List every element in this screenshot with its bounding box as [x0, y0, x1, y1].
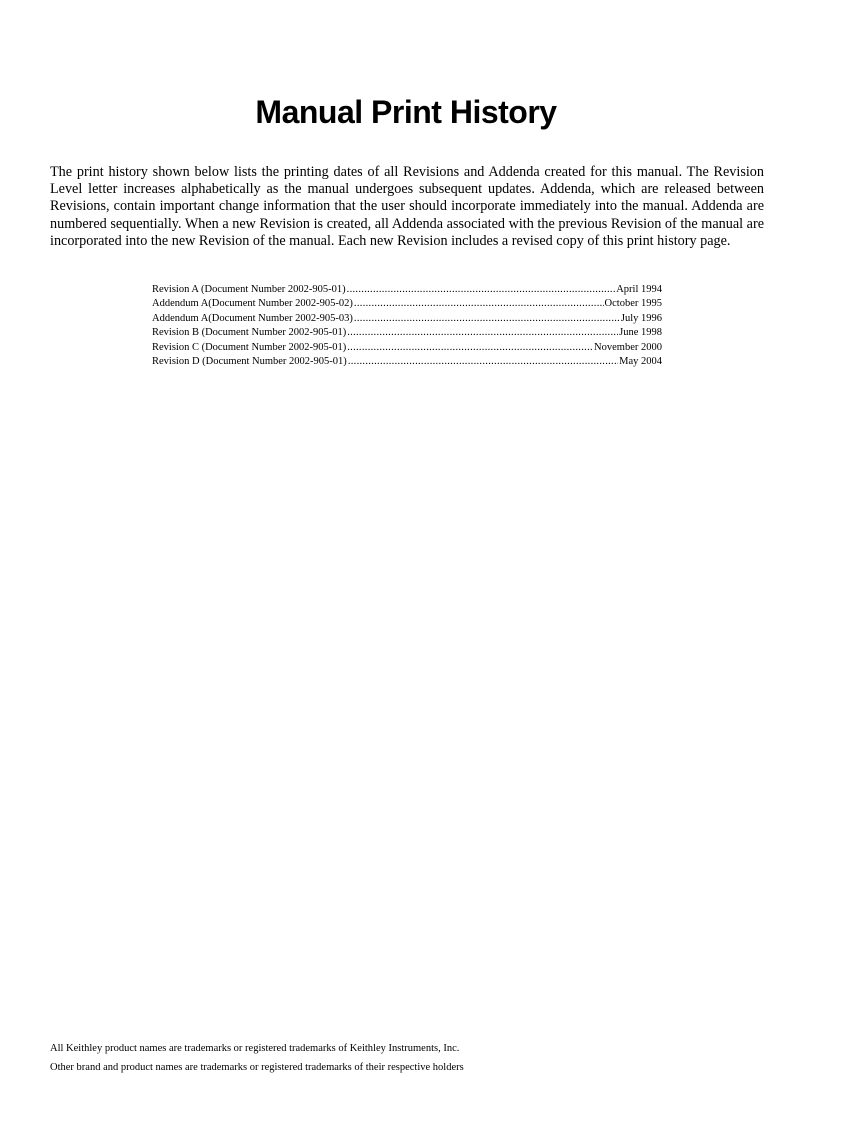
page-title: Manual Print History: [255, 94, 557, 130]
history-entry: [152, 341, 662, 355]
dot-leader: [347, 341, 593, 355]
trademark-notice-other: Other brand and product names are trademarks or registered trademarks of their respective holders: [50, 1062, 464, 1073]
history-entry-date: April 1994: [616, 284, 662, 295]
dot-leader: [347, 283, 616, 297]
history-entry: [152, 312, 662, 326]
history-entry: [152, 297, 662, 311]
history-entry-label: Addendum A(Document Number 2002-905-03): [152, 312, 353, 324]
history-entry-date: November 2000: [594, 341, 662, 353]
history-entry-label: Revision B (Document Number 2002-905-01): [152, 327, 347, 339]
dot-leader: [354, 297, 604, 311]
trademark-footer: [50, 1039, 750, 1077]
dot-leader: [354, 312, 620, 326]
history-entry-date: October 1995: [604, 298, 662, 310]
history-entry: [152, 355, 662, 369]
print-history-list: [152, 283, 662, 369]
history-entry-label: Revision C (Document Number 2002-905-01): [152, 341, 347, 353]
trademark-notice-keithley: All Keithley product names are trademarks or registered trademarks of Keithley Instruments, Inc.: [50, 1043, 460, 1054]
history-entry-label: Revision D (Document Number 2002-905-01): [152, 356, 347, 368]
history-entry-date: July 1996: [620, 312, 662, 324]
dot-leader: [347, 326, 618, 340]
history-entry: [152, 283, 662, 297]
history-entry-date: June 1998: [619, 327, 662, 339]
dot-leader: [348, 355, 618, 369]
history-entry-label: Addendum A(Document Number 2002-905-02): [152, 298, 353, 310]
history-entry-date: May 2004: [619, 356, 662, 368]
history-entry-label: Revision A (Document Number 2002-905-01): [152, 284, 346, 295]
intro-paragraph: The print history shown below lists the printing dates of all Revisions and Addenda created for this manual. The Revision Level letter increases alphabetically as the manual undergoes subsequent updates. Addenda, which are released between Revisions, contain important change information that the user should incorporate immediately into the manual. Addenda are numbered sequentially. When a new Revision is created, all Addenda associated with the previous Revision of the manual are incorporated into the new Revision of the manual. Each new Revision includes a revised copy of this print history page.: [50, 164, 764, 249]
history-entry: [152, 326, 662, 340]
